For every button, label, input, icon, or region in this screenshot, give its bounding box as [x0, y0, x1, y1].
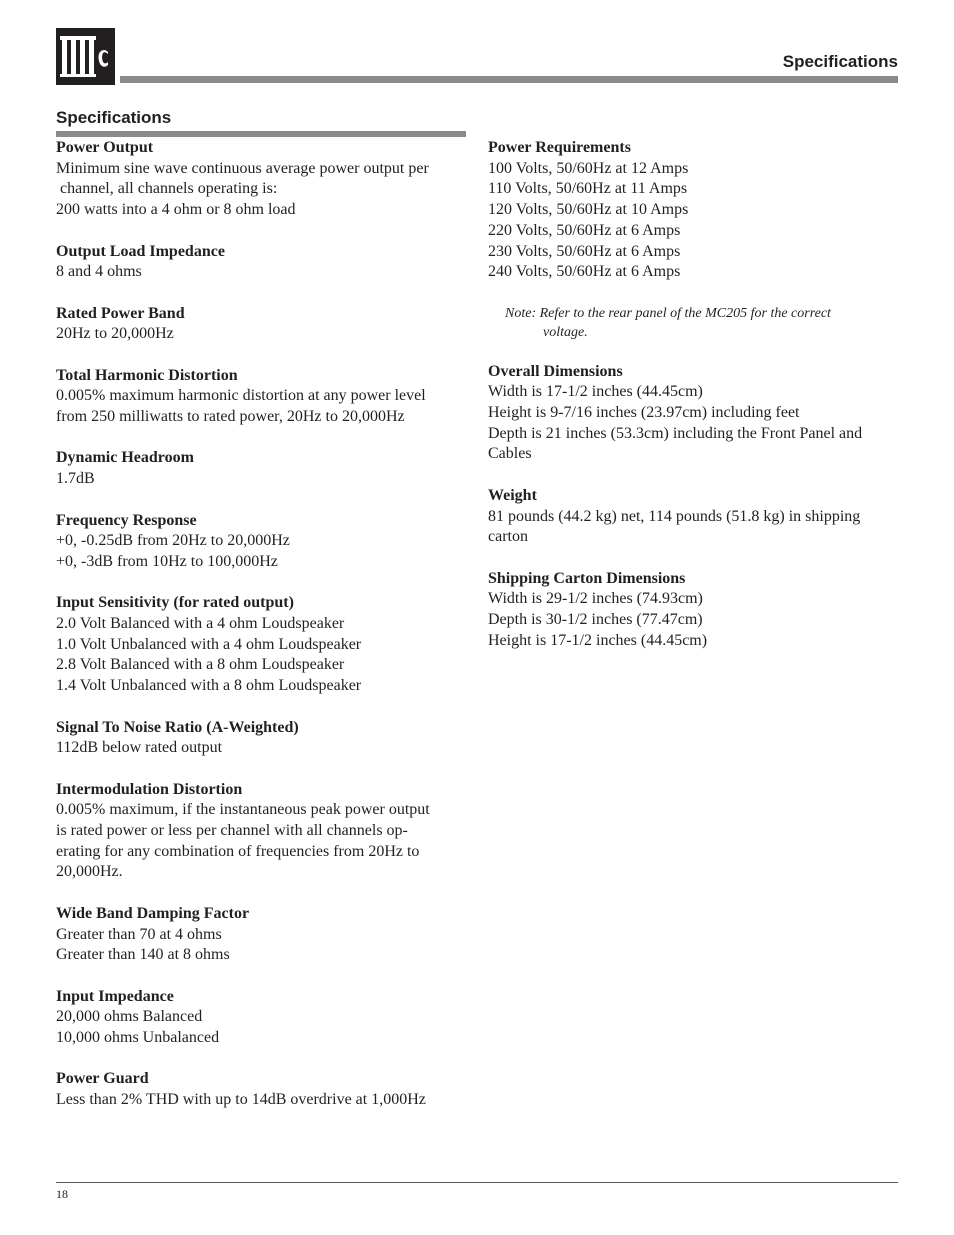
spec-line: 20Hz to 20,000Hz	[56, 325, 174, 343]
spec-line: 2.0 Volt Balanced with a 4 ohm Loudspeaker	[56, 615, 345, 633]
spec-line: 112dB below rated output	[56, 739, 223, 757]
spec-line: 0.005% maximum harmonic distortion at any power level	[56, 387, 426, 405]
spec-signal-to-noise-ratio-a-weighted	[56, 718, 466, 759]
spec-line: 1.7dB	[56, 470, 95, 488]
spec-line: 110 Volts, 50/60Hz at 11 Amps	[488, 180, 688, 198]
spec-line: Height is 9-7/16 inches (23.97cm) including feet	[488, 404, 800, 422]
spec-line: Cables	[488, 445, 532, 463]
spec-weight	[488, 486, 898, 548]
spec-line: Depth is 21 inches (53.3cm) including the Front Panel and	[488, 424, 863, 442]
spec-line: Greater than 70 at 4 ohms	[56, 925, 222, 943]
spec-shipping-carton-dimensions	[488, 569, 898, 652]
spec-intermodulation-distortion	[56, 780, 466, 884]
spec-line: +0, -0.25dB from 20Hz to 20,000Hz	[56, 532, 290, 550]
spec-wide-band-damping-factor	[56, 904, 466, 966]
spec-title: Total Harmonic Distortion	[56, 366, 238, 384]
mcintosh-logo-icon	[56, 28, 115, 85]
spec-line: erating for any combination of frequencies from 20Hz to	[56, 842, 420, 860]
spec-line: Width is 17-1/2 inches (44.45cm)	[488, 383, 703, 401]
spec-line: 1.4 Volt Unbalanced with a 8 ohm Loudspeaker	[56, 677, 362, 695]
spec-input-sensitivity-for-rated-output	[56, 593, 466, 697]
spec-line: 120 Volts, 50/60Hz at 10 Amps	[488, 201, 689, 219]
section-heading: Specifications	[56, 108, 172, 127]
spec-line: 200 watts into a 4 ohm or 8 ohm load	[56, 201, 296, 219]
spec-line: 81 pounds (44.2 kg) net, 114 pounds (51.8 kg) in shipping	[488, 507, 861, 525]
spec-power-output	[56, 138, 466, 221]
spec-line: 20,000Hz.	[56, 863, 123, 881]
spec-line: from 250 milliwatts to rated power, 20Hz to 20,000Hz	[56, 408, 405, 426]
spec-line: 240 Volts, 50/60Hz at 6 Amps	[488, 263, 681, 281]
section-rule	[56, 131, 466, 137]
spec-line: 230 Volts, 50/60Hz at 6 Amps	[488, 242, 681, 260]
spec-line: 1.0 Volt Unbalanced with a 4 ohm Loudspeaker	[56, 635, 362, 653]
spec-title: Shipping Carton Dimensions	[488, 569, 686, 587]
spec-line: Height is 17-1/2 inches (44.45cm)	[488, 631, 708, 649]
spec-title: Intermodulation Distortion	[56, 780, 243, 798]
spec-line: channel, all channels operating is:	[56, 180, 278, 198]
spec-power-guard	[56, 1069, 466, 1110]
spec-title: Power Requirements	[488, 139, 631, 156]
spec-title: Output Load Impedance	[56, 242, 225, 260]
spec-frequency-response	[56, 511, 466, 573]
spec-line: Greater than 140 at 8 ohms	[56, 946, 230, 964]
spec-line: 8 and 4 ohms	[56, 263, 142, 281]
header-rule	[120, 76, 898, 83]
spec-line: 100 Volts, 50/60Hz at 12 Amps	[488, 159, 689, 177]
spec-title: Wide Band Damping Factor	[56, 904, 250, 922]
spec-title: Input Sensitivity (for rated output)	[56, 594, 294, 612]
spec-line: is rated power or less per channel with all channels op-	[56, 822, 408, 840]
spec-output-load-impedance	[56, 242, 466, 283]
spec-title: Power Output	[56, 139, 154, 156]
spec-title: Overall Dimensions	[488, 362, 623, 380]
spec-input-impedance	[56, 987, 466, 1049]
spec-line: carton	[488, 528, 528, 546]
right-specs	[488, 362, 898, 652]
page-number: 18	[56, 1187, 68, 1201]
spec-line: +0, -3dB from 10Hz to 100,000Hz	[56, 552, 278, 570]
note-line: voltage.	[543, 324, 588, 340]
spec-line: 10,000 ohms Unbalanced	[56, 1029, 220, 1047]
spec-line: 0.005% maximum, if the instantaneous peak power output	[56, 801, 430, 819]
spec-total-harmonic-distortion	[56, 366, 466, 428]
spec-title: Frequency Response	[56, 511, 197, 529]
spec-title: Weight	[488, 486, 537, 504]
spec-overall-dimensions	[488, 362, 898, 466]
spec-dynamic-headroom	[56, 448, 466, 489]
left-column	[56, 138, 466, 1132]
header-title: Specifications	[782, 52, 898, 71]
spec-power-requirements	[488, 138, 898, 283]
spec-title: Power Guard	[56, 1070, 149, 1088]
voltage-note	[488, 304, 898, 342]
spec-line: Depth is 30-1/2 inches (77.47cm)	[488, 611, 703, 629]
spec-line: Minimum sine wave continuous average power output per	[56, 159, 429, 177]
footer-rule	[56, 1182, 898, 1183]
spec-title: Input Impedance	[56, 987, 174, 1005]
spec-title: Rated Power Band	[56, 304, 185, 322]
note-line: Note: Refer to the rear panel of the MC205 for the correct	[505, 305, 831, 321]
right-column	[488, 138, 898, 672]
spec-title: Signal To Noise Ratio (A-Weighted)	[56, 718, 299, 736]
spec-line: 20,000 ohms Balanced	[56, 1008, 203, 1026]
spec-line: Width is 29-1/2 inches (74.93cm)	[488, 590, 703, 608]
spec-line: Less than 2% THD with up to 14dB overdrive at 1,000Hz	[56, 1091, 426, 1109]
spec-line: 2.8 Volt Balanced with a 8 ohm Loudspeaker	[56, 656, 345, 674]
spec-rated-power-band	[56, 304, 466, 345]
spec-line: 220 Volts, 50/60Hz at 6 Amps	[488, 221, 681, 239]
spec-title: Dynamic Headroom	[56, 449, 194, 467]
